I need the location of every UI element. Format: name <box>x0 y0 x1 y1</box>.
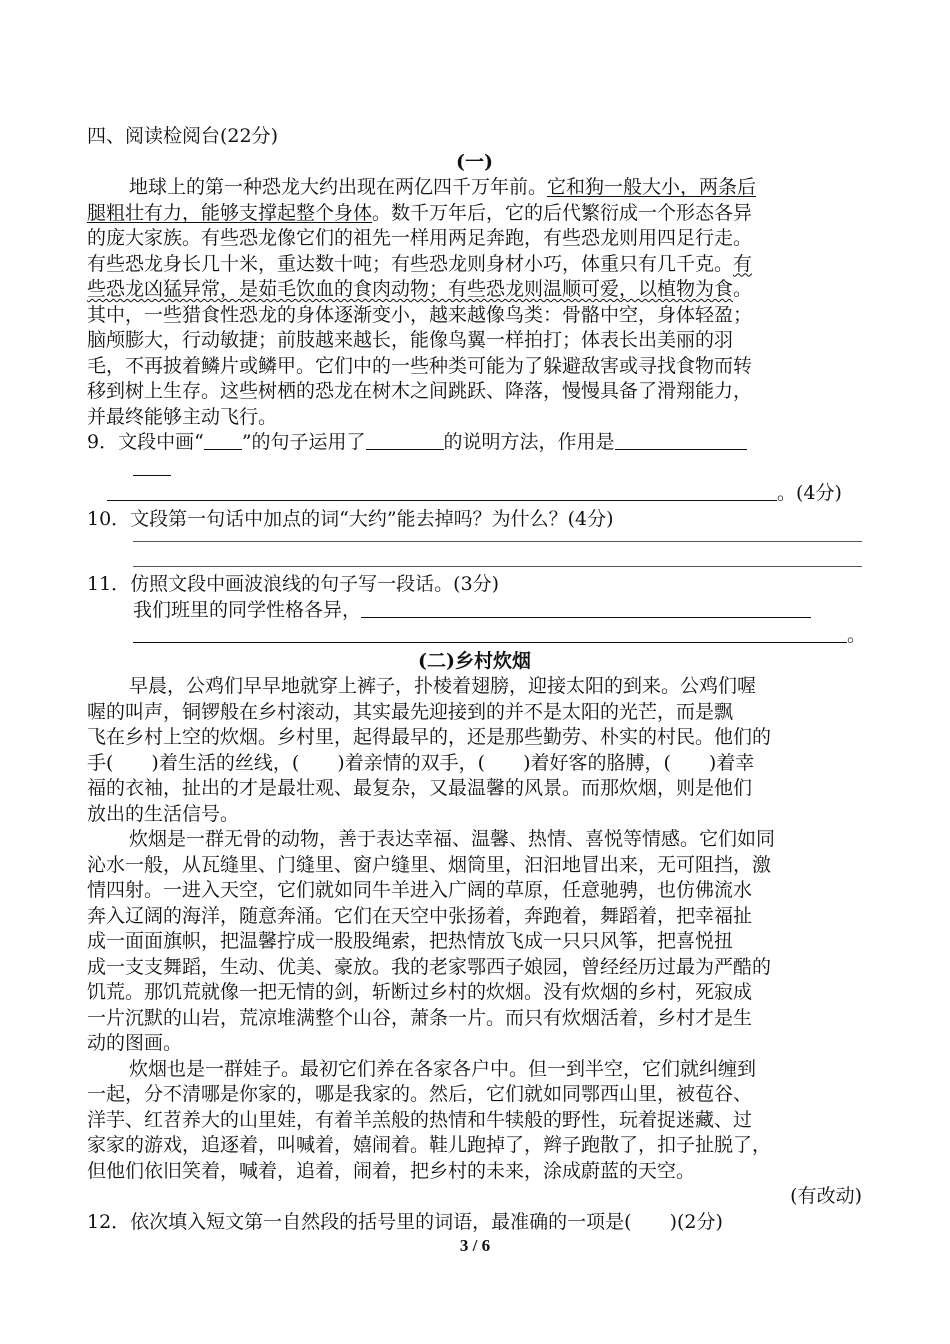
passage-1-line: 其中，一些猎食性恐龙的身体逐渐变小，越来越像鸟类：骨骼中空，身体轻盈； <box>87 303 753 326</box>
passage-1-line: 地球上的第一种恐龙大约出现在两亿四千万年前。它和狗一般大小，两条后 <box>129 176 757 198</box>
question-11: 11．仿照文段中画波浪线的句子写一段话。(3分) <box>87 573 500 595</box>
passage-2-line: 手( )着生活的丝线，( )着亲情的双手，( )着好客的胳膊，( )着幸 <box>87 751 755 774</box>
passage-1-line: 移到树上生存。这些树栖的恐龙在树木之间跳跃、降落，慢慢具备了滑翔能力， <box>87 380 753 402</box>
passage-1-line: 的庞大家族。有些恐龙像它们的祖先一样用两足奔跑，有些恐龙则用四足行走。 <box>87 227 753 249</box>
passage-1-line: 些恐龙凶猛异常，是茹毛饮血的食肉动物；有些恐龙则温顺可爱，以植物为食。 <box>87 278 753 300</box>
passage-2-line: 飞在乡村上空的炊烟。乡村里，起得最早的，还是那些勤劳、朴实的村民。他们的 <box>87 726 772 748</box>
question-9-continued <box>87 456 862 482</box>
passage-1-line: 腿粗壮有力，能够支撑起整个身体。数千万年后，它的后代繁衍成一个形态各异 <box>87 201 753 224</box>
question-11-answer-line: 。 <box>87 623 862 649</box>
answer-line[interactable] <box>107 482 777 501</box>
wavy-sentence: 些恐龙凶猛异常，是茹毛饮血的食肉动物；有些恐龙则温顺可爱，以植物为食 <box>87 278 734 300</box>
answer-blank[interactable] <box>204 431 242 450</box>
underlined-sentence: 腿粗壮有力，能够支撑起整个身体 <box>87 201 373 224</box>
passage-2-line: 动的图画。 <box>87 1032 183 1054</box>
passage-1-line: 脑颅膨大，行动敏捷；前肢越来越长，能像鸟翼一样拍打；体表长出美丽的羽 <box>87 329 734 351</box>
section-title: 四、阅读检阅台(22分) <box>87 125 279 147</box>
passage-1-line: 有些恐龙身长几十米，重达数十吨；有些恐龙则身材小巧，体重只有几千克。有 <box>87 252 753 275</box>
passage-2-line: 炊烟也是一群娃子。最初它们养在各家各户中。但一到半空，它们就纠缠到 <box>129 1057 757 1080</box>
reading-section <box>87 124 867 1235</box>
passage-2-line: 成一面面旗帜，把温馨拧成一股股绳索，把热情放飞成一只只风筝，把喜悦扭 <box>87 930 734 952</box>
passage-2-line: 喔的叫声，铜锣般在乡村滚动，其实最先迎接到的并不是太阳的光芒，而是飘 <box>87 700 734 723</box>
passage-2-heading: (二)乡村炊烟 <box>418 649 531 672</box>
answer-blank-method[interactable] <box>366 431 444 450</box>
question-9-answer-line: 。(4分) <box>87 481 862 507</box>
passage-2-line: 情四射。一进入天空，它们就如同牛羊进入广阔的草原，任意驰骋，也仿佛流水 <box>87 879 753 901</box>
page-number: 3 / 6 <box>459 1236 491 1255</box>
passage-2-line: 奔入辽阔的海洋，随意奔涌。它们在天空中张扬着，奔跑着，舞蹈着，把幸福扯 <box>87 904 753 927</box>
passage-2-line: 成一支支舞蹈，生动、优美、豪放。我的老家鄂西子娘园，曾经经历过最为严酷的 <box>87 955 772 978</box>
passage-2-line: 饥荒。那饥荒就像一把无情的剑，斩断过乡村的炊烟。没有炊烟的乡村，死寂成 <box>87 981 753 1003</box>
answer-line[interactable] <box>361 599 811 618</box>
question-9: 9．文段中画“ ”的句子运用了 的说明方法，作用是 <box>87 430 862 456</box>
passage-2-line: 福的衣袖，扯出的才是最壮观、最复杂，又最温馨的风景。而那炊烟，则是他们 <box>87 777 753 799</box>
passage-2-line: 但他们依旧笑着，喊着，追着，闹着，把乡村的未来，涂成蔚蓝的天空。 <box>87 1159 696 1182</box>
passage-2-line: 沁水一般，从瓦缝里、门缝里、窗户缝里、烟筒里，汩汩地冒出来，无可阻挡，激 <box>87 853 772 876</box>
question-12: 12．依次填入短文第一自然段的括号里的词语，最准确的一项是( )(2分) <box>87 1210 723 1233</box>
passage-2-line: 放出的生活信号。 <box>87 802 240 825</box>
answer-line[interactable] <box>133 624 847 643</box>
passage-1-line: 毛，不再披着鳞片或鳞甲。它们中的一些种类可能为了躲避敌害或寻找食物而转 <box>87 354 753 377</box>
answer-blank[interactable] <box>133 457 171 476</box>
passage-2-line: 早晨，公鸡们早早地就穿上裤子，扑棱着翅膀，迎接太阳的到来。公鸡们喔 <box>129 675 757 697</box>
passage-1-heading: (一) <box>456 150 493 173</box>
passage-1-line: 并最终能够主动飞行。 <box>87 405 278 428</box>
answer-blank-purpose[interactable] <box>615 431 747 450</box>
passage-2-line: 一片沉默的山岩，荒凉堆满整个山谷，萧条一片。而只有炊烟活着，乡村才是生 <box>87 1006 753 1029</box>
question-11-prompt: 我们班里的同学性格各异， <box>87 598 862 624</box>
underlined-sentence: 它和狗一般大小，两条后 <box>547 176 757 198</box>
wavy-sentence: 有 <box>733 252 753 275</box>
passage-2-line: 家家的游戏，追逐着，叫喊着，嬉闹着。鞋儿跑掉了，辫子跑散了，扣子扯脱了， <box>87 1134 772 1156</box>
passage-2-line: 一起，分不清哪是你家的，哪是我家的。然后，它们就如同鄂西山里，被苞谷、 <box>87 1083 753 1105</box>
question-10: 10．文段第一句话中加点的词“大约”能去掉吗？为什么？(4分) <box>87 507 614 530</box>
revision-note: (有改动) <box>790 1185 862 1207</box>
passage-2-line: 洋芋、红苕养大的山里娃，有着羊羔般的热情和牛犊般的野性，玩着捉迷藏、过 <box>87 1108 753 1131</box>
passage-2-line: 炊烟是一群无骨的动物，善于表达幸福、温馨、热情、喜悦等情感。它们如同 <box>129 828 776 850</box>
